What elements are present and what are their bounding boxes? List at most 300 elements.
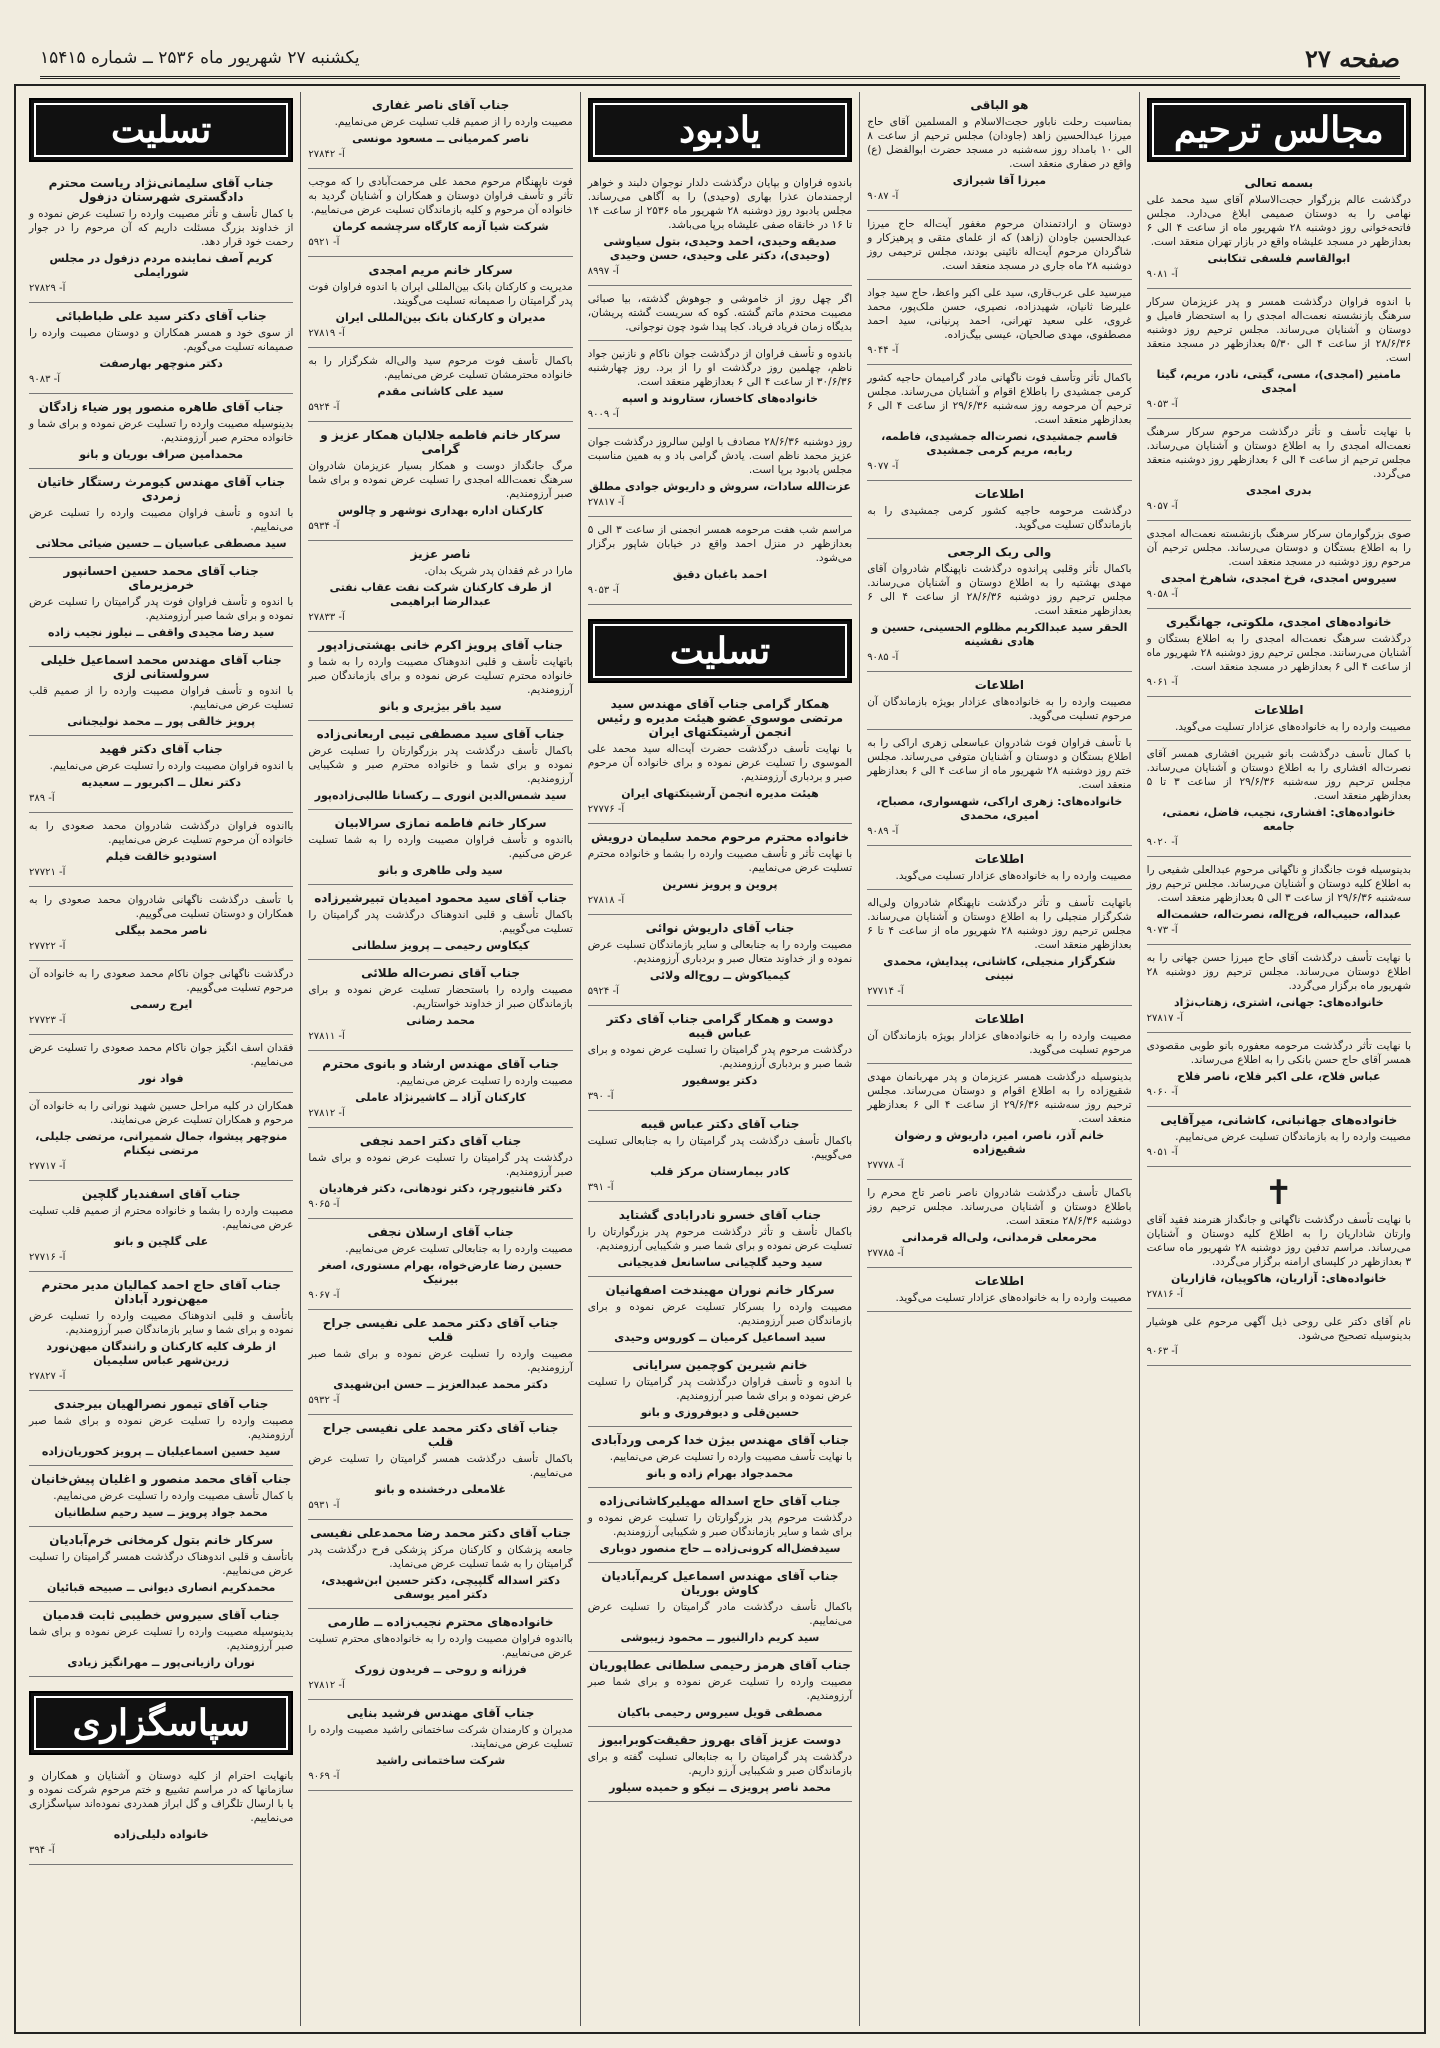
notice bbox=[29, 813, 293, 887]
notice bbox=[308, 721, 572, 810]
notice bbox=[308, 1415, 572, 1520]
notice bbox=[308, 632, 572, 721]
notice-code: آ- ۹۰۲۰ bbox=[1146, 837, 1178, 848]
notice-title: سرکار خانم فاطمه نمازی سرالابیان bbox=[334, 816, 547, 830]
notice bbox=[867, 1268, 1131, 1312]
notice-signature: عبداله، حبیب‌اله، فرج‌اله، نصرت‌اله، حشمت‌اله bbox=[1156, 908, 1402, 921]
notice-code: آ- ۳۹۰ bbox=[587, 1091, 614, 1102]
notice bbox=[867, 280, 1131, 365]
notice bbox=[1147, 419, 1411, 521]
notice-signature: حسین‌قلی و دیوفروزی و بانو bbox=[640, 1406, 800, 1419]
notice-title: سرکار خانم مریم امجدی bbox=[368, 263, 513, 277]
notice bbox=[29, 303, 293, 394]
notice-signature: سید شمس‌الدین انوری ــ رکسانا طالبی‌زاده‌پور bbox=[314, 789, 567, 802]
notice-body: صوی بزرگوارمان سرکار سرهنگ بازنشسته نعمت‌اله امجدی را به اطلاع بستگان و دوستان می‌رساند. مجلس ترحیم آن مرحوم روز دوشنبه در مسجد منعقد است. bbox=[1146, 528, 1411, 568]
notice-code: آ- ۲۷۷۱۷ bbox=[28, 1161, 66, 1172]
notice-signature: مصطفی قویل سیروس رحیمی باکیان bbox=[617, 1706, 823, 1719]
notice-body: با اندوه فراوان مصیبت وارده را تسلیت عرض می‌نماییم. bbox=[49, 760, 294, 772]
notice-body: درگذشت ناگهانی جوان ناکام محمد صعودی را به خانواده آن مرحوم تسلیت می‌گوییم. bbox=[28, 968, 294, 994]
notice-body: با نهایت تأثر و تأسف مصیبت وارده را بشما و خانواده محترم تسلیت عرض می‌نماییم. bbox=[587, 848, 853, 874]
notice-signature: خانواده‌های کاخساز، ستاروند و اسپه bbox=[621, 392, 819, 405]
notice bbox=[308, 348, 572, 422]
notice-signature: شرکت شیا آزمه کارگاه سرچشمه کرمان bbox=[332, 220, 549, 233]
notice bbox=[29, 1272, 293, 1391]
notice-title: جناب آقای داریوش نوائی bbox=[645, 921, 795, 935]
notice bbox=[867, 846, 1131, 890]
notice-body: جامعه پزشکان و کارکنان مرکز پزشکی فرح درگذشت پدر گرامیتان را به شما تسلیت عرض می‌نماید. bbox=[308, 1544, 573, 1570]
notice-body: با تأسف فراوان فوت شادروان عباسعلی زهری اراکی را به اطلاع بستگان و دوستان و آشنایان متوفی می‌رساند. مجلس ختم روز دوشنبه ۲۸ شهریور ماه از ساعت ۴ الی ۶ بعدازظهر منعقد است. bbox=[867, 737, 1132, 791]
notice-body: باکمال تأثر وقلبی پراندوه درگذشت ناپهنگام شادروان آقای مهدی بهشتیه را به اطلاع دوستان و آشنایان می‌رساند. مجلس ترحیم روز دوشنبه ۲۸/۶/۳۶ از ساعت ۴ الی ۶ بعدازظهر منعقد است. bbox=[867, 563, 1132, 617]
notice-title: جناب آقای سید مصطفی تیبی اربعانی‌زاده bbox=[316, 727, 565, 741]
notice-body: اگر چهل روز از خاموشی و جوهوش گذشته، بیا صبائی مصیبت محتدم ماتم گشته. کوه که سریست گشته پریشان، بدیگاه زمان فریاد فریاد. کجا پیدا شود چون نوجوانی. bbox=[587, 293, 853, 333]
notice bbox=[867, 1006, 1131, 1064]
notice bbox=[1147, 1309, 1411, 1366]
notice-signature: دکتر نعلل ــ اکبریور ــ سعیدیه bbox=[81, 776, 242, 789]
notice bbox=[1147, 857, 1411, 945]
notice-title: جناب آقای ناصر غفاری bbox=[371, 98, 510, 112]
notice-title: جناب آقای طاهره منصور پور ضیاء زادگان bbox=[38, 400, 284, 414]
notice-body: باکمال تأثر وتأسف فوت ناگهانی مادر گرامیمان حاجیه کشور کرمی جمشیدی را باطلاع اقوام و آشنایان می‌رساند. مجلس ترحیم آن مرحومه روز سه‌شنبه ۲۹/۶/۳۶ از ساعت ۴ الی ۶ بعدازظهر منعقد است. bbox=[867, 372, 1132, 426]
notice-title: جناب آقای سیروس خطیبی ثابت قدمیان bbox=[42, 1608, 280, 1622]
notice bbox=[1147, 609, 1411, 697]
notice-title: جناب آقای مهندس ارشاد و بانوی محترم bbox=[322, 1057, 559, 1071]
notice-signature: دکتر اسداله گلپیچی، دکتر حسین ابن‌شهیدی، دکتر امیر یوسفی bbox=[321, 1574, 561, 1601]
notice bbox=[29, 1466, 293, 1527]
notice-body: باکمال تأسف درگذشت مادر گرامیتان را تسلیت عرض می‌نماییم. bbox=[587, 1601, 853, 1627]
notice-title: جناب آقای دکتر عباس قیبه bbox=[640, 1117, 800, 1131]
notice-body: درگذشت مرحوم پدر گرامیتان را تسلیت عرض نموده و برای شما صبر و بردباری آرزومندیم. bbox=[587, 1044, 853, 1070]
notice bbox=[867, 672, 1131, 730]
notice-signature: مدیران و کارکنان بانک بین‌المللی ایران bbox=[335, 311, 546, 324]
notice-body: باندوه و تأسف فراوان از درگذشت جوان ناکام و نازنین جواد ناظم، چهلمین روز درگذشت او را از برد. روز چهارشنبه ۳۰/۶/۳۶ از ساعت ۴ الی ۶ بعدازظهر منعقد است. bbox=[587, 348, 853, 388]
notice-signature: خانم آذر، ناصر، امیر، داریوش و رضوان شقیع‌زاده bbox=[894, 1129, 1105, 1156]
notice-signature: الحقر سید عبدالکریم مظلوم الحسینی، حسین و هادی نقشینه bbox=[871, 621, 1128, 648]
notice-code: آ- ۵۹۲۴ bbox=[308, 402, 340, 413]
notice-body: مراسم شب هفت مرحومه همسر انجمنی از ساعت ۳ الی ۵ بعدازظهر در منزل احمد واقع در خیابان شاپور برگزار می‌شود. bbox=[587, 524, 853, 564]
notice bbox=[588, 1202, 852, 1277]
notice bbox=[308, 960, 572, 1051]
notice bbox=[867, 481, 1131, 539]
notice-code: آ- ۲۷۸۱۱ bbox=[308, 1031, 345, 1042]
notice-title: جناب آقای پرویز اکرم خانی بهشتی‌زادپور bbox=[318, 638, 563, 652]
notice-title: خانم شیرین کوچمین سرایانی bbox=[632, 1358, 808, 1372]
notice bbox=[1147, 1167, 1411, 1309]
notice-title: ناصر عزیز bbox=[410, 547, 471, 561]
notice bbox=[29, 647, 293, 736]
notice-title: جناب آقای اسفندیار گلچین bbox=[81, 1187, 241, 1201]
notice bbox=[867, 730, 1131, 846]
notice bbox=[308, 422, 572, 541]
notice bbox=[308, 257, 572, 348]
notice bbox=[588, 1727, 852, 1802]
notice-code: آ- ۹۰۶۳ bbox=[1146, 1346, 1178, 1357]
notice bbox=[308, 541, 572, 632]
notice-title: اطلاعات bbox=[974, 487, 1025, 501]
notice-title: جناب آقای مهندس اسماعیل کریم‌آبادیان کاوش بوریان bbox=[601, 1569, 839, 1597]
notice bbox=[29, 1602, 293, 1677]
notice-body: مرگ جانگداز دوست و همکار بسیار عزیزمان شادروان سرهنگ نعمت‌الله امجدی را تسلیت عرض نموده و برای شما صبر آرزومندیم. bbox=[308, 460, 573, 500]
notice-title: جناب آقای مهندس کیومرث رستگار خاتیان زمردی bbox=[37, 475, 286, 503]
notice-signature: استودیو خالقت فیلم bbox=[105, 850, 217, 863]
notice-body: همکاران در کلیه مراحل حسین شهید نورانی را به خانواده آن مرحوم و همکاران تسلیت عرض می‌نمایند. bbox=[28, 1100, 294, 1126]
notice-body: با نهایت تأسف درگذشت آقای حاج میرزا حسن جهانی را به اطلاع دوستان می‌رساند. مجلس ترحیم روز دوشنبه ۲۸ شهریور ماه برگزار می‌گردد. bbox=[1146, 952, 1411, 992]
notice-code: آ- ۲۷۸۱۲ bbox=[308, 1108, 345, 1119]
notice-code: آ- ۳۹۴ bbox=[28, 1845, 55, 1856]
notice-signature: سید مصطفی عباسیان ــ حسین ضیائی محلاتی bbox=[35, 537, 287, 550]
notice-body: با نهایت تأسف و تأثر درگذشت مرحوم سرکار سرهنگ نعمت‌اله امجدی را به اطلاع دوستان و آشنایان می‌رساند. مجلس ترحیم از ساعت ۴ الی ۶ بعدازظهر روز دوشنبه منعقد می‌گردد. bbox=[1146, 426, 1412, 480]
section-banner: سپاسگزاری bbox=[29, 1691, 293, 1755]
notice-signature: صدیقه وحیدی، احمد وحیدی، بتول سیاوشی (وحیدی)، دکتر علی وحیدی، حسن وحیدی bbox=[603, 235, 837, 262]
notice-body: بااندوه و تأسف فراوان مصیبت وارده را به شما تسلیت عرض می‌کنیم. bbox=[308, 834, 573, 860]
notice bbox=[29, 170, 293, 303]
notice bbox=[588, 1563, 852, 1652]
notice-body: بانهایت احترام از کلیه دوستان و آشنایان و همکاران و سازمانها که در مراسم تشییع و ختم مرحوم شرکت نموده و یا با ارسال تلگراف و گل ابراز همدردی نموده‌اند سپاسگزاری می‌نماییم. bbox=[28, 1770, 294, 1824]
notice-body: بااندوه فراوان درگذشت شادروان محمد صعودی را به خانواده آن مرحوم تسلیت عرض می‌نماییم. bbox=[28, 820, 294, 846]
notice-signature: کادر بیمارستان مرکز قلب bbox=[650, 1165, 790, 1178]
column-5 bbox=[22, 92, 300, 2026]
notice-body: مصیبت وارده را به خانواده‌های عزادار تسلیت می‌گوید. bbox=[1174, 721, 1411, 733]
notice bbox=[1147, 521, 1411, 609]
notice-body: با کمال تأسف و تأثر مصیبت وارده را تسلیت عرض نموده و از خداوند بزرگ مسئلت داریم که آن مرحوم را در جوار رحمت خود قرار دهد. bbox=[28, 208, 294, 248]
notice-body: مصیبت وارده را تسلیت عرض نموده و برای شما صبر آرزومندیم. bbox=[308, 1348, 573, 1374]
notice-code: آ- ۹۰۸۵ bbox=[867, 652, 899, 663]
notice-title: دوست عزیز آقای بهروز حقیقت‌کوبرابیوز bbox=[598, 1733, 842, 1747]
notice-signature: سید رضا مجیدی واقفی ــ نیلوز نجیب زاده bbox=[47, 626, 275, 639]
notice bbox=[308, 1520, 572, 1609]
section-banner: تسلیت bbox=[29, 98, 293, 162]
notice bbox=[308, 1700, 572, 1791]
notice-body: با اندوه و تأسف فراوان مصیبت وارده را از صمیم قلب تسلیت عرض می‌نماییم. bbox=[28, 685, 294, 711]
notice-body: درگذشت سرهنگ نعمت‌اله امجدی را به اطلاع بستگان و آشنایان می‌رسانند. مجلس ترحیم روز دوشنبه ۲۸ شهریور ماه از ساعت ۴ الی ۶ بعدازظهر در مسجد منعقد است. bbox=[1146, 633, 1411, 673]
notice-signature: کیمیاکوش ــ روح‌اله ولائی bbox=[649, 969, 791, 982]
notice-code: آ- ۲۷۸۱۸ bbox=[587, 895, 625, 906]
notice bbox=[867, 539, 1131, 672]
notice bbox=[29, 1763, 293, 1865]
notice bbox=[867, 92, 1131, 211]
notice-code: آ- ۵۹۳۱ bbox=[308, 1500, 340, 1511]
notice-title: خانواده محترم مرحوم محمد سلیمان درویش bbox=[591, 830, 849, 844]
notice-title: جناب آقای هرمز رحیمی سلطانی عطاپوریان bbox=[589, 1658, 851, 1672]
notice-code: آ- ۹۰۵۳ bbox=[587, 585, 619, 596]
notice-signature: محمدکریم انصاری دیوانی ــ صبیحه قبائیان bbox=[47, 1581, 276, 1594]
notice-signature: سیدفضل‌اله کرونی‌زاده ــ حاج منصور دوباری bbox=[599, 1542, 841, 1555]
notice-title: جناب آقای خسرو نادرابادی گشتاید bbox=[618, 1208, 822, 1222]
notice-signature: فرزانه و روحی ــ فریدون زورک bbox=[354, 1663, 527, 1676]
notice-signature: دکتر یوسفیور bbox=[682, 1074, 758, 1087]
notice-code: آ- ۲۷۸۱۷ bbox=[1146, 1013, 1184, 1024]
notice bbox=[588, 517, 852, 605]
notice-signature: نوران رازیانی‌پور ــ مهرانگیز زیادی bbox=[67, 1656, 255, 1669]
notice-body: درگذشت مرحوم پدر بزرگوارتان را تسلیت عرض نموده و برای شما و سایر بازماندگان صبر و شکیبایی آرزومندیم. bbox=[587, 1512, 853, 1538]
notice-body: مصیبت وارده را به خانواده‌های عزادار بویژه بازماندگان آن مرحوم تسلیت می‌گوید. bbox=[867, 1030, 1132, 1056]
notice-title: سرکار خانم فاطمه جلالیان همکار عزیز و گرامی bbox=[320, 428, 561, 456]
notice-title: هو الباقی bbox=[970, 98, 1029, 112]
notice bbox=[29, 1093, 293, 1181]
notice bbox=[308, 1310, 572, 1415]
notice bbox=[29, 469, 293, 558]
notice-body: بااندوه فراوان مصیبت وارده را به خانواده‌های محترم تسلیت عرض می‌نماییم. bbox=[308, 1633, 573, 1659]
notice-signature: میرزا آقا شیرازی bbox=[952, 174, 1047, 187]
notice-code: آ- ۲۷۸۱۷ bbox=[587, 497, 625, 508]
issue-date: یکشنبه ۲۷ شهریور ماه ۲۵۳۶ ــ شماره ۱۵۴۱۵ bbox=[40, 48, 360, 68]
notice-body: فقدان اسف انگیز جوان ناکام محمد صعودی را تسلیت عرض می‌نماییم. bbox=[28, 1042, 294, 1068]
notice-signature: پروین و پرویز نسرین bbox=[662, 878, 778, 891]
notice bbox=[29, 1181, 293, 1272]
notice-body: دوستان و ارادتمندان مرحوم مغفور آیت‌اله حاج میرزا عبدالحسین جاودان (زاهد) که از علمای متقی و پرهیزکار و شاگردان مرحوم آیت‌اله نائینی بودند، مجلس ترحیمی روز دوشنبه ۲۸ ماه جاری در مسجد منعقد است. bbox=[867, 218, 1132, 272]
notice-body: درگذشت پدر گرامیتان را به جنابعالی تسلیت گفته و برای بازماندگان صبر و شکیبایی آرزو داریم. bbox=[587, 1751, 853, 1777]
notice-signature: احمد باغبان دقیق bbox=[672, 568, 768, 581]
notice bbox=[1147, 697, 1411, 741]
notice-body: مصیبت وارده را به خانواده‌های عزادار بویژه بازماندگان آن مرحوم تسلیت می‌گوید. bbox=[867, 696, 1132, 722]
notice bbox=[588, 286, 852, 341]
notice-body: مصیبت وارده را به جنابعالی و سایر بازماندگان تسلیت عرض نموده و از خداوند متعال صبر و بردباری آرزومندیم. bbox=[587, 939, 853, 965]
notice-body: بدینوسیله مصیبت وارده را تسلیت عرض نموده و برای شما صبر آرزومندیم. bbox=[28, 1626, 294, 1652]
notice-body: مصیبت وارده را به خانواده‌های عزادار تسلیت می‌گوید. bbox=[895, 870, 1132, 882]
notice-code: آ- ۹۰۶۱ bbox=[1146, 677, 1178, 688]
notice-title: سرکار خانم نوران مهیندخت اصفهانیان bbox=[605, 1283, 835, 1297]
notice-signature: غلامعلی درخشنده و بانو bbox=[375, 1483, 506, 1496]
notice-body: مصیبت وارده را بشما و خانواده محترم از صمیم قلب تسلیت عرض می‌نماییم. bbox=[28, 1205, 294, 1231]
notice-signature: ناصر کمرمیانی ــ مسعود مونسی bbox=[352, 132, 529, 145]
notice-title: جناب آقای حاج اسداله مهیلیرکاشانی‌زاده bbox=[599, 1494, 841, 1508]
notice-signature: از طرف کلیه کارکنان و رانندگان میهن‌نورد زرین‌شهر عباس سلیمیان bbox=[46, 1340, 277, 1367]
notice-code: آ- ۵۹۲۱ bbox=[308, 237, 340, 248]
notice bbox=[867, 365, 1131, 481]
notice-signature: دکتر محمد عبدالعزیز ــ حسن ابن‌شهیدی bbox=[333, 1378, 548, 1391]
notice-code: آ- ۲۷۸۱۹ bbox=[308, 328, 345, 339]
notice-body: با اندوه و تأسف فراوان مصیبت وارده را تسلیت عرض می‌نماییم. bbox=[28, 507, 294, 533]
notice-body: فوت ناپهنگام مرحوم محمد علی مرحمت‌آبادی را که موجب تأثر و تأسف فراوان دوستان و همکاران و آشنایان گردید به خانواده آن مرحوم و کلیه بازماندگان تسلیت عرض می‌نماییم. bbox=[308, 176, 573, 216]
notice-code: آ- ۹۰۸۷ bbox=[867, 191, 899, 202]
notice-title: جناب آقای دکتر محمد علی نفیسی جراح قلب bbox=[322, 1421, 559, 1449]
notice-title: جناب آقای دکتر احمد نجفی bbox=[359, 1134, 522, 1148]
notice bbox=[1147, 289, 1411, 419]
notice-code: آ- ۲۷۷۱۶ bbox=[28, 1252, 66, 1263]
notice-signature: محمدامین صراف بوریان و بانو bbox=[79, 448, 244, 461]
notice bbox=[308, 1051, 572, 1128]
notice-code: آ- ۲۷۸۲۷ bbox=[28, 1371, 66, 1382]
notice-body: با نهایت تأسف درگذشت ناگهانی و جانگداز هنرمند فقید آقای وارتان شاداریان را به اطلاع کلیه دوستان و آشنایان می‌رساند. مراسم تدفین روز دوشنبه ۲۸ شهریور ماه ساعت ۳ بعدازظهر در کلیسای ارامنه برگزار می‌گردد. bbox=[1146, 1214, 1411, 1268]
notice-signature: عزت‌الله سادات، سروش و داریوش جوادی مطلق bbox=[589, 480, 851, 493]
notice bbox=[308, 1219, 572, 1310]
notice-body: مصیبت وارده را تسلیت عرض نموده و برای شما صبر آرزومندیم. bbox=[587, 1676, 853, 1702]
notice-body: بدینوسیله درگذشت همسر عزیزمان و پدر مهربانمان مهدی شقیع‌زاده را به اطلاع اقوام و دوستان می‌رساند. مجلس ترحیم روز سه‌شنبه ۲۹/۶/۳۶ از ساعت ۴ الی ۶ بعدازظهر منعقد است. bbox=[867, 1071, 1132, 1125]
notice-code: آ- ۹۰۸۱ bbox=[1146, 269, 1178, 280]
notice bbox=[588, 1652, 852, 1727]
notice bbox=[588, 341, 852, 429]
notice-title: جناب آقای مهندس فرشید بنایی bbox=[346, 1706, 535, 1720]
notice-body: باکمال تأسف و تأثر درگذشت مرحوم پدر بزرگوارتان را تسلیت عرض نموده و برای شما صبر و شکیبایی آرزومندیم. bbox=[587, 1226, 853, 1252]
notice-signature: کریم آصف نماینده مردم دزفول در مجلس شورایملی bbox=[49, 252, 273, 279]
column-2 bbox=[859, 92, 1138, 2026]
notice-code: آ- ۹۰۸۳ bbox=[28, 374, 61, 385]
notice-code: آ- ۹۰۶۵ bbox=[308, 1199, 340, 1210]
notice-signature: سید ولی طاهری و بانو bbox=[378, 864, 503, 877]
notice bbox=[308, 169, 572, 257]
notice-title: جناب آقای دکتر فهید bbox=[99, 742, 223, 756]
notice-code: آ- ۹۰۰۹ bbox=[587, 409, 619, 420]
notice-code: آ- ۵۹۳۴ bbox=[308, 521, 340, 532]
notice-code: آ- ۹۰۴۴ bbox=[867, 345, 899, 356]
notice-body: با نهایت تأسف درگذشت حضرت آیت‌اله سید محمد علی الموسوی را تسلیت عرض نموده و برای خانواده آن مرحوم صبر و بردباری آرزومندیم. bbox=[587, 743, 853, 783]
notice bbox=[588, 691, 852, 824]
notice-signature: فواد نور bbox=[138, 1072, 184, 1085]
notice-code: آ- ۲۷۸۱۲ bbox=[308, 1680, 345, 1691]
notice-code: آ- ۸۹۹۷ bbox=[587, 266, 619, 277]
column-4 bbox=[300, 92, 579, 2026]
notice-body: مصیبت وارده را به جنابعالی تسلیت عرض می‌نماییم. bbox=[345, 1243, 573, 1255]
notice bbox=[308, 810, 572, 885]
notice bbox=[1147, 945, 1411, 1033]
notice-signature: کارکنان اداره بهداری نوشهر و چالوس bbox=[337, 504, 544, 517]
notice-signature: شکرگزار منجیلی، کاشانی، پیدایش، محمدی نبینی bbox=[883, 955, 1116, 982]
notice-signature: قاسم جمشیدی، نصرت‌اله جمشیدی، فاطمه، ربابه، مریم کرمی جمشیدی bbox=[881, 430, 1118, 457]
notice-signature: خانواده‌های: جهانی، اشتری، زهتاب‌نژاد bbox=[1173, 996, 1384, 1009]
notice-body: با اندوه فراوان درگذشت همسر و پدر عزیزمان سرکار سرهنگ بازنشسته نعمت‌اله امجدی را به استحضار فامیل و دوستان و آشنایان می‌رساند. مجلس ترحیم روز دوشنبه ۲۸/۶/۳۶ از ساعت ۴ الی ۵/۳۰ بعدازظهر در مسجد منعقد است. bbox=[1146, 296, 1411, 364]
notice-title: جناب آقای دکتر سید علی طباطبائی bbox=[55, 309, 267, 323]
notice-title: والی ربک الرجعی bbox=[947, 545, 1052, 559]
notice-body: باتأسف و قلبی اندوهناک درگذشت همسر گرامیتان را تسلیت عرض می‌نماییم. bbox=[28, 1551, 294, 1577]
notice-body: درگذشت عالم بزرگوار حجت‌الاسلام آقای سید محمد علی نهامی را به دوستان صمیمی ابلاغ می‌دارد. مجلس فاتحه‌خوانی روز دوشنبه ۲۸ شهریور ماه از ساعت ۴ الی ۶ بعدازظهر در مسجد علیشاه واقع در بازار تهران منعقد است. bbox=[1146, 194, 1411, 248]
notice-body: از سوی خود و همسر همکاران و دوستان مصیبت وارده را صمیمانه تسلیت می‌گویم. bbox=[28, 327, 294, 353]
notice-title: همکار گرامی جناب آقای مهندس سید مرتضی موسوی عضو هیئت مدیره و رئیس انجمن آرشیتکتهای ایران bbox=[596, 697, 844, 739]
notice-body: باکمال تأسف درگذشت پدر بزرگوارتان را تسلیت عرض نموده و برای شما و خانواده محترم صبر و شکیبایی آرزومندیم. bbox=[308, 745, 573, 785]
notice bbox=[588, 1006, 852, 1111]
notice bbox=[867, 1064, 1131, 1180]
notice-body: با کمال تأسف درگذشت بانو شیرین افشاری همسر آقای نصرت‌اله افشاری را به اطلاع دوستان و آشنایان می‌رساند. مجلس ترحیم روز سه‌شنبه ۲۹/۶/۳۶ از ساعت ۳ تا ۵ بعدازظهر منعقد است. bbox=[1146, 748, 1411, 802]
notice-signature: شرکت ساختمانی راشید bbox=[375, 1754, 506, 1767]
notice-body: مصیبت وارده را به بازماندگان تسلیت عرض می‌نماییم. bbox=[1175, 1131, 1411, 1143]
notice-signature: عباس فلاح، علی اکبر فلاح، ناصر فلاح bbox=[1177, 1070, 1381, 1083]
notice bbox=[867, 1180, 1131, 1268]
notice-body: باکمال تأسف درگذشت پدر گرامیتان را به جنابعالی تسلیت می‌گوییم. bbox=[587, 1135, 853, 1161]
notice bbox=[588, 1277, 852, 1352]
notice-body: بدینوسیله فوت جانگداز و ناگهانی مرحوم عبدالعلی شفیعی را به اطلاع کلیه دوستان و آشنایان می‌رساند. مجلس ترحیم روز سه‌شنبه ۲۹/۶/۳۶ از ساعت ۳ الی ۵ بعدازظهر منعقد است. bbox=[1146, 864, 1411, 904]
notice-signature: محمد رضانی bbox=[406, 1014, 475, 1027]
notice-signature: خانواده‌های: زهری اراکی، شهسواری، مصباح، امیری، محمدی bbox=[876, 795, 1123, 822]
notice-signature: از طرف کارکنان شرکت نفت عقاب نفتی عبدالرضا ابراهیمی bbox=[329, 581, 552, 608]
notice bbox=[588, 1427, 852, 1488]
notice-title: اطلاعات bbox=[1254, 703, 1304, 717]
notice-title: بسمه تعالی bbox=[1244, 176, 1314, 190]
notice bbox=[308, 885, 572, 960]
notice-code: آ- ۲۷۸۳۳ bbox=[308, 612, 345, 623]
notice-body: میرسید علی عرب‌قاری، سید علی اکبر واعظ، حاج سید جواد علیرضا ثانیان، شهیدزاده، نصیری، حسن ملک‌پور، محمد غروی، علی سعید تهرانی، احمد پرنیانی، سید احمد مصطفوی، مهدی صالحیان، عیسی بیگ‌زاده. bbox=[867, 287, 1132, 341]
notice-signature: دکتر منوچهر بهارصفت bbox=[99, 357, 223, 370]
section-banner: یادبود bbox=[588, 98, 852, 162]
notice-body: مصیبت وارده را تسلیت عرض نموده و برای شما صبر آرزومندیم. bbox=[28, 1415, 294, 1441]
notice-body: مدیریت و کارکنان بانک بین‌المللی ایران با اندوه فراوان فوت پدر گرامیتان را صمیمانه تسلیت می‌گویند. bbox=[308, 281, 573, 307]
notice-title: اطلاعات bbox=[974, 1274, 1025, 1288]
notice-signature: علی گلچین و بانو bbox=[114, 1235, 209, 1248]
notice-code: آ- ۹۰۸۹ bbox=[867, 826, 899, 837]
notice-body: مصیبت وارده را به خانواده‌های عزادار تسلیت می‌گوید. bbox=[895, 1292, 1132, 1304]
notice-signature: محمد ناصر پرویزی ــ نیکو و حمیده سیلور bbox=[609, 1781, 831, 1794]
notice-title: خانواده‌های امجدی، ملکوتی، جهانگیری bbox=[1166, 615, 1392, 629]
notice bbox=[29, 394, 293, 469]
notice-title: جناب آقای سید محمود امیدیان تبیرشیرزاده bbox=[314, 891, 567, 905]
notice-code: آ- ۲۷۷۱۴ bbox=[867, 986, 904, 997]
column-3 bbox=[580, 92, 859, 2026]
notice-title: خانواده‌های جهانبانی، کاشانی، میرآقایی bbox=[1160, 1113, 1398, 1127]
notice-title: جناب آقای محمد منصور و اغلیان پیش‌خانیان bbox=[31, 1472, 292, 1486]
notice-body: مصیبت وارده را باستحضار تسلیت عرض نموده و برای بازماندگان صبر از خداوند خواستاریم. bbox=[308, 984, 573, 1010]
notice-code: آ- ۵۹۲۴ bbox=[587, 986, 619, 997]
section-banner: تسلیت bbox=[588, 619, 852, 683]
notice-signature: کیکاوس رحیمی ــ پرویز سلطانی bbox=[351, 939, 530, 952]
notice bbox=[29, 961, 293, 1035]
notice bbox=[1147, 1033, 1411, 1107]
notice-body: مصیبت وارده را از صمیم قلب تسلیت عرض می‌نماییم. bbox=[334, 116, 573, 128]
notice bbox=[29, 1527, 293, 1602]
notice-signature: سید باقر بیژیری و بانو bbox=[379, 700, 502, 713]
notice-signature: محمدجواد بهرام زاده و بانو bbox=[646, 1467, 794, 1480]
notice-body: باکمال تأسف و قلبی اندوهناک درگذشت پدر گرامیتان را تسلیت می‌گوییم. bbox=[308, 909, 573, 935]
notice-code: آ- ۲۷۷۷۶ bbox=[587, 804, 625, 815]
notice-title: جناب آقای دکتر محمد رضا محمدعلی نفیسی bbox=[310, 1526, 572, 1540]
notice-code: آ- ۹۰۵۸ bbox=[1146, 589, 1178, 600]
notice-signature: ایرج رسمی bbox=[130, 998, 193, 1011]
notice-body: درگذشت مرحومه حاجیه کشور کرمی جمشیدی را به بازماندگان تسلیت می‌گوید. bbox=[867, 505, 1132, 531]
notice-code: آ- ۲۷۷۸۵ bbox=[867, 1248, 904, 1259]
notice-body: با نهایت تأثر درگذشت مرحومه معفوره بانو طوبی مقصودی همسر آقای حاج حسن بانکی را به اطلاع می‌رساند. bbox=[1146, 1040, 1411, 1066]
notice bbox=[308, 92, 572, 169]
notice-title: جناب آقای تیمور نصرالهیان بیرجندی bbox=[53, 1397, 269, 1411]
notice-title: دوست و همکار گرامی جناب آقای دکتر عباس قیبه bbox=[606, 1012, 834, 1040]
notice-code: آ- ۹۰۶۰ bbox=[1146, 1087, 1178, 1098]
notice bbox=[867, 890, 1131, 1006]
notice-title: خانواده‌های محترم نجیب‌زاده ــ طارمی bbox=[327, 1615, 554, 1629]
notice-code: آ- ۲۷۷۲۳ bbox=[28, 1015, 66, 1026]
notice-code: آ- ۹۰۷۳ bbox=[1146, 925, 1178, 936]
notice-body: با اندوه و تأسف فراوان درگذشت پدر گرامیتان را تسلیت عرض نموده و برای شما صبر آرزومندیم. bbox=[587, 1376, 853, 1402]
notice-signature: پرویز خالقی پور ــ محمد نولیجنانی bbox=[67, 715, 256, 728]
notice-signature: کارکنان آزاد ــ کاشیرنژاد عاملی bbox=[355, 1091, 526, 1104]
notice bbox=[1147, 170, 1411, 289]
notice-body: مصیبت وارده را بسرکار تسلیت عرض نموده و برای بازماندگان صبر آرزومندیم. bbox=[587, 1301, 853, 1327]
notice-code: آ- ۲۷۷۷۸ bbox=[867, 1160, 904, 1171]
notice bbox=[308, 1128, 572, 1219]
notice-body: با اندوه و تأسف فراوان فوت پدر گرامیتان را تسلیت عرض نموده و برای شما صبر آرزومندیم. bbox=[28, 596, 294, 622]
notice-body: مدیران و کارمندان شرکت ساختمانی راشید مصیبت وارده را تسلیت عرض می‌نمایند. bbox=[308, 1724, 573, 1750]
notice-title: اطلاعات bbox=[974, 678, 1025, 692]
notice-signature: منوچهر پیشوا، جمال شمیرانی، مرتضی جلیلی، مرتضی نیکنام bbox=[35, 1130, 288, 1157]
notice-code: آ- ۳۸۹ bbox=[28, 793, 55, 804]
notice bbox=[1147, 1107, 1411, 1167]
notice-signature: سیروس امجدی، فرخ امجدی، شاهرخ امجدی bbox=[1160, 572, 1397, 585]
notice-code: آ- ۲۷۸۱۶ bbox=[1146, 1289, 1184, 1300]
notice bbox=[1147, 741, 1411, 857]
notice-signature: خانواده‌های: آزاریان، هاکوپیان، قازاریان bbox=[1171, 1272, 1387, 1285]
notice bbox=[308, 1609, 572, 1700]
notice-code: آ- ۵۹۳۲ bbox=[308, 1395, 340, 1406]
notice bbox=[29, 558, 293, 647]
notice bbox=[588, 915, 852, 1006]
notice-code: آ- ۹۰۷۷ bbox=[867, 461, 899, 472]
notice-signature: سید اسماعیل کرمیان ــ کوروس وحیدی bbox=[614, 1331, 826, 1344]
notice-body: نام آقای دکتر علی روحی ذیل آگهی مرحوم علی هوشیار بدینوسیله تصحیح می‌شود. bbox=[1146, 1316, 1411, 1342]
notice-signature: سید علی کاشانی مقدم bbox=[377, 385, 504, 398]
notice-title: جناب آقای ارسلان نجفی bbox=[367, 1225, 514, 1239]
notice-body: باتهایت تأسف و تأثر درگذشت ناپهنگام شادروان ولی‌اله شکرگزار منجیلی را به اطلاع دوستان و آشنایان می‌رساند. مجلس ترحیم روز دوشنبه ۲۸ شهریور ماه از ساعت ۴ تا ۶ بعدازظهر منعقد است. bbox=[867, 897, 1132, 951]
notice-body: با کمال تأسف مصیبت وارده را تسلیت عرض می‌نماییم. bbox=[53, 1490, 294, 1502]
notice-signature: سید حسین اسماعیلیان ــ پرویز کحوریان‌زاده bbox=[41, 1445, 281, 1458]
notice bbox=[29, 1391, 293, 1466]
notice-body: باکمال تأسف درگذشت همسر گرامیتان را تسلیت عرض می‌نماییم. bbox=[308, 1453, 573, 1479]
cross-icon: ✝ bbox=[1264, 1173, 1294, 1213]
notice-signature: هیئت مدیره انجمن آرشیتکتهای ایران bbox=[621, 787, 819, 800]
notice-code: آ- ۲۷۸۴۲ bbox=[308, 149, 345, 160]
